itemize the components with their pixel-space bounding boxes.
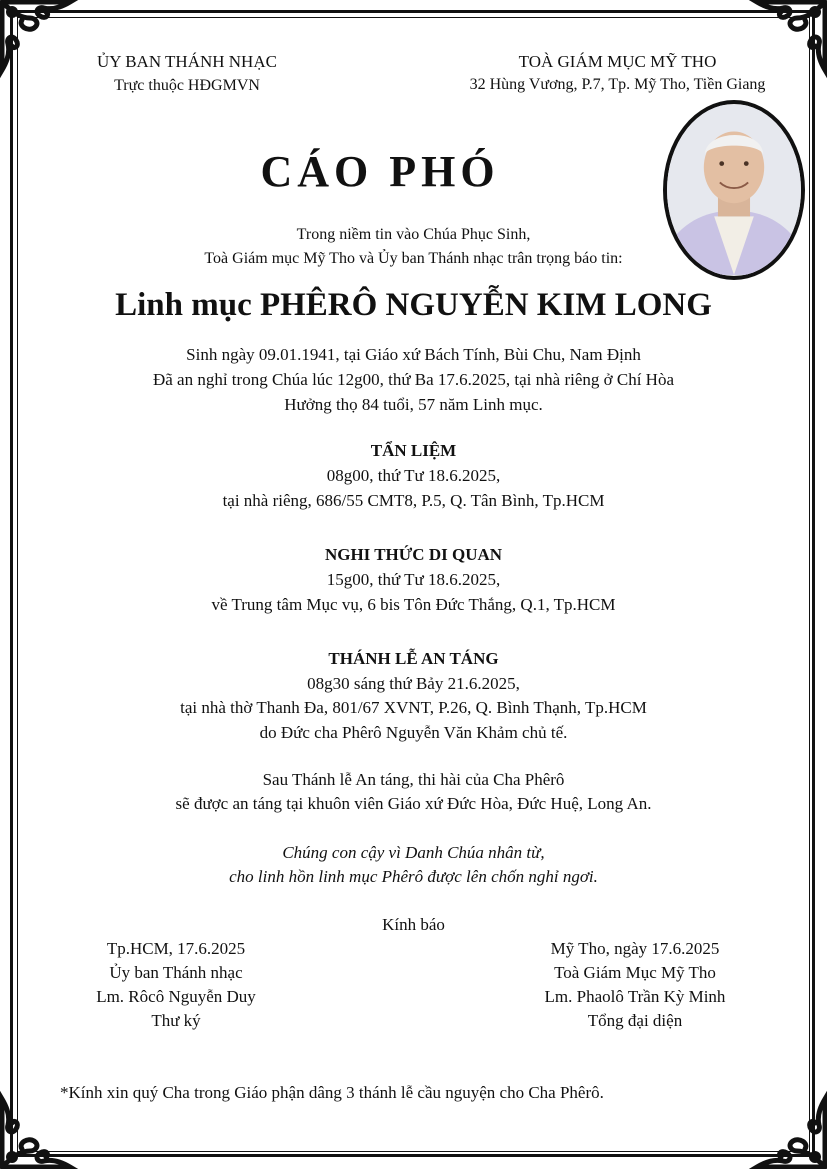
issuer-right-name: TOÀ GIÁM MỤC MỸ THO [518, 52, 717, 71]
issuer-left-subtitle: Trực thuộc HĐGMVN [114, 77, 260, 94]
burial-line-1: Sau Thánh lễ An táng, thi hài của Cha Phêrô [262, 770, 565, 789]
signature-left-name: Lm. Rôcô Nguyễn Duy [96, 987, 256, 1006]
signature-right-date: Mỹ Tho, ngày 17.6.2025 [550, 939, 720, 958]
page-title: CÁO PHÓ [260, 147, 500, 196]
section-heading: THÁNH LỄ AN TÁNG [328, 649, 499, 668]
section-line: 08g30 sáng thứ Bảy 21.6.2025, [307, 674, 520, 693]
deceased-name: Linh mục PHÊRÔ NGUYỄN KIM LONG [115, 287, 712, 323]
issuer-right-address: 32 Hùng Vương, P.7, Tp. Mỹ Tho, Tiền Giang [469, 76, 766, 93]
bio-age: Hưởng thọ 84 tuổi, 57 năm Linh mục. [284, 395, 543, 414]
section-line: 08g00, thứ Tư 18.6.2025, [326, 466, 501, 485]
section-line: 15g00, thứ Tư 18.6.2025, [326, 570, 501, 589]
prayer-line-1: Chúng con cậy vì Danh Chúa nhân từ, [282, 843, 545, 862]
bio-death: Đã an nghỉ trong Chúa lúc 12g00, thứ Ba 17.6.2025, tại nhà riêng ở Chí Hòa [152, 370, 675, 389]
signature-right-org: Toà Giám Mục Mỹ Tho [554, 963, 716, 982]
prayer-line-2: cho linh hồn linh mục Phêrô được lên chốn nghỉ ngơi. [229, 867, 598, 886]
section-line: do Đức cha Phêrô Nguyễn Văn Khảm chủ tế. [259, 723, 568, 742]
issuer-left-name: ỦY BAN THÁNH NHẠC [97, 52, 277, 71]
section-line: tại nhà riêng, 686/55 CMT8, P.5, Q. Tân Bình, Tp.HCM [222, 491, 605, 510]
signature-left-date: Tp.HCM, 17.6.2025 [106, 939, 246, 958]
signature-right-name: Lm. Phaolô Trần Kỳ Minh [544, 987, 726, 1006]
section-heading: NGHI THỨC DI QUAN [324, 545, 503, 564]
signature-left-role: Thư ký [151, 1011, 201, 1030]
footnote: *Kính xin quý Cha trong Giáo phận dâng 3 thánh lễ cầu nguyện cho Cha Phêrô. [60, 1083, 604, 1102]
burial-line-2: sẽ được an táng tại khuôn viên Giáo xứ Đức Hòa, Đức Huệ, Long An. [175, 794, 652, 813]
closing-text: Kính báo [382, 915, 445, 934]
intro-line-2: Toà Giám mục Mỹ Tho và Ủy ban Thánh nhạc trân trọng báo tin: [204, 250, 623, 267]
intro-line-1: Trong niềm tin vào Chúa Phục Sinh, [296, 226, 531, 243]
section-line: tại nhà thờ Thanh Đa, 801/67 XVNT, P.26, Q. Bình Thạnh, Tp.HCM [180, 698, 647, 717]
section-heading: TẨN LIỆM [370, 441, 457, 460]
bio-birth: Sinh ngày 09.01.1941, tại Giáo xứ Bách Tính, Bùi Chu, Nam Định [186, 345, 641, 364]
section-line: về Trung tâm Mục vụ, 6 bis Tôn Đức Thắng, Q.1, Tp.HCM [211, 595, 616, 614]
signature-left-org: Ủy ban Thánh nhạc [109, 963, 243, 982]
signature-right-role: Tổng đại diện [587, 1011, 683, 1030]
corner-ornament-icon [747, 1089, 827, 1169]
corner-ornament-icon [0, 0, 80, 80]
